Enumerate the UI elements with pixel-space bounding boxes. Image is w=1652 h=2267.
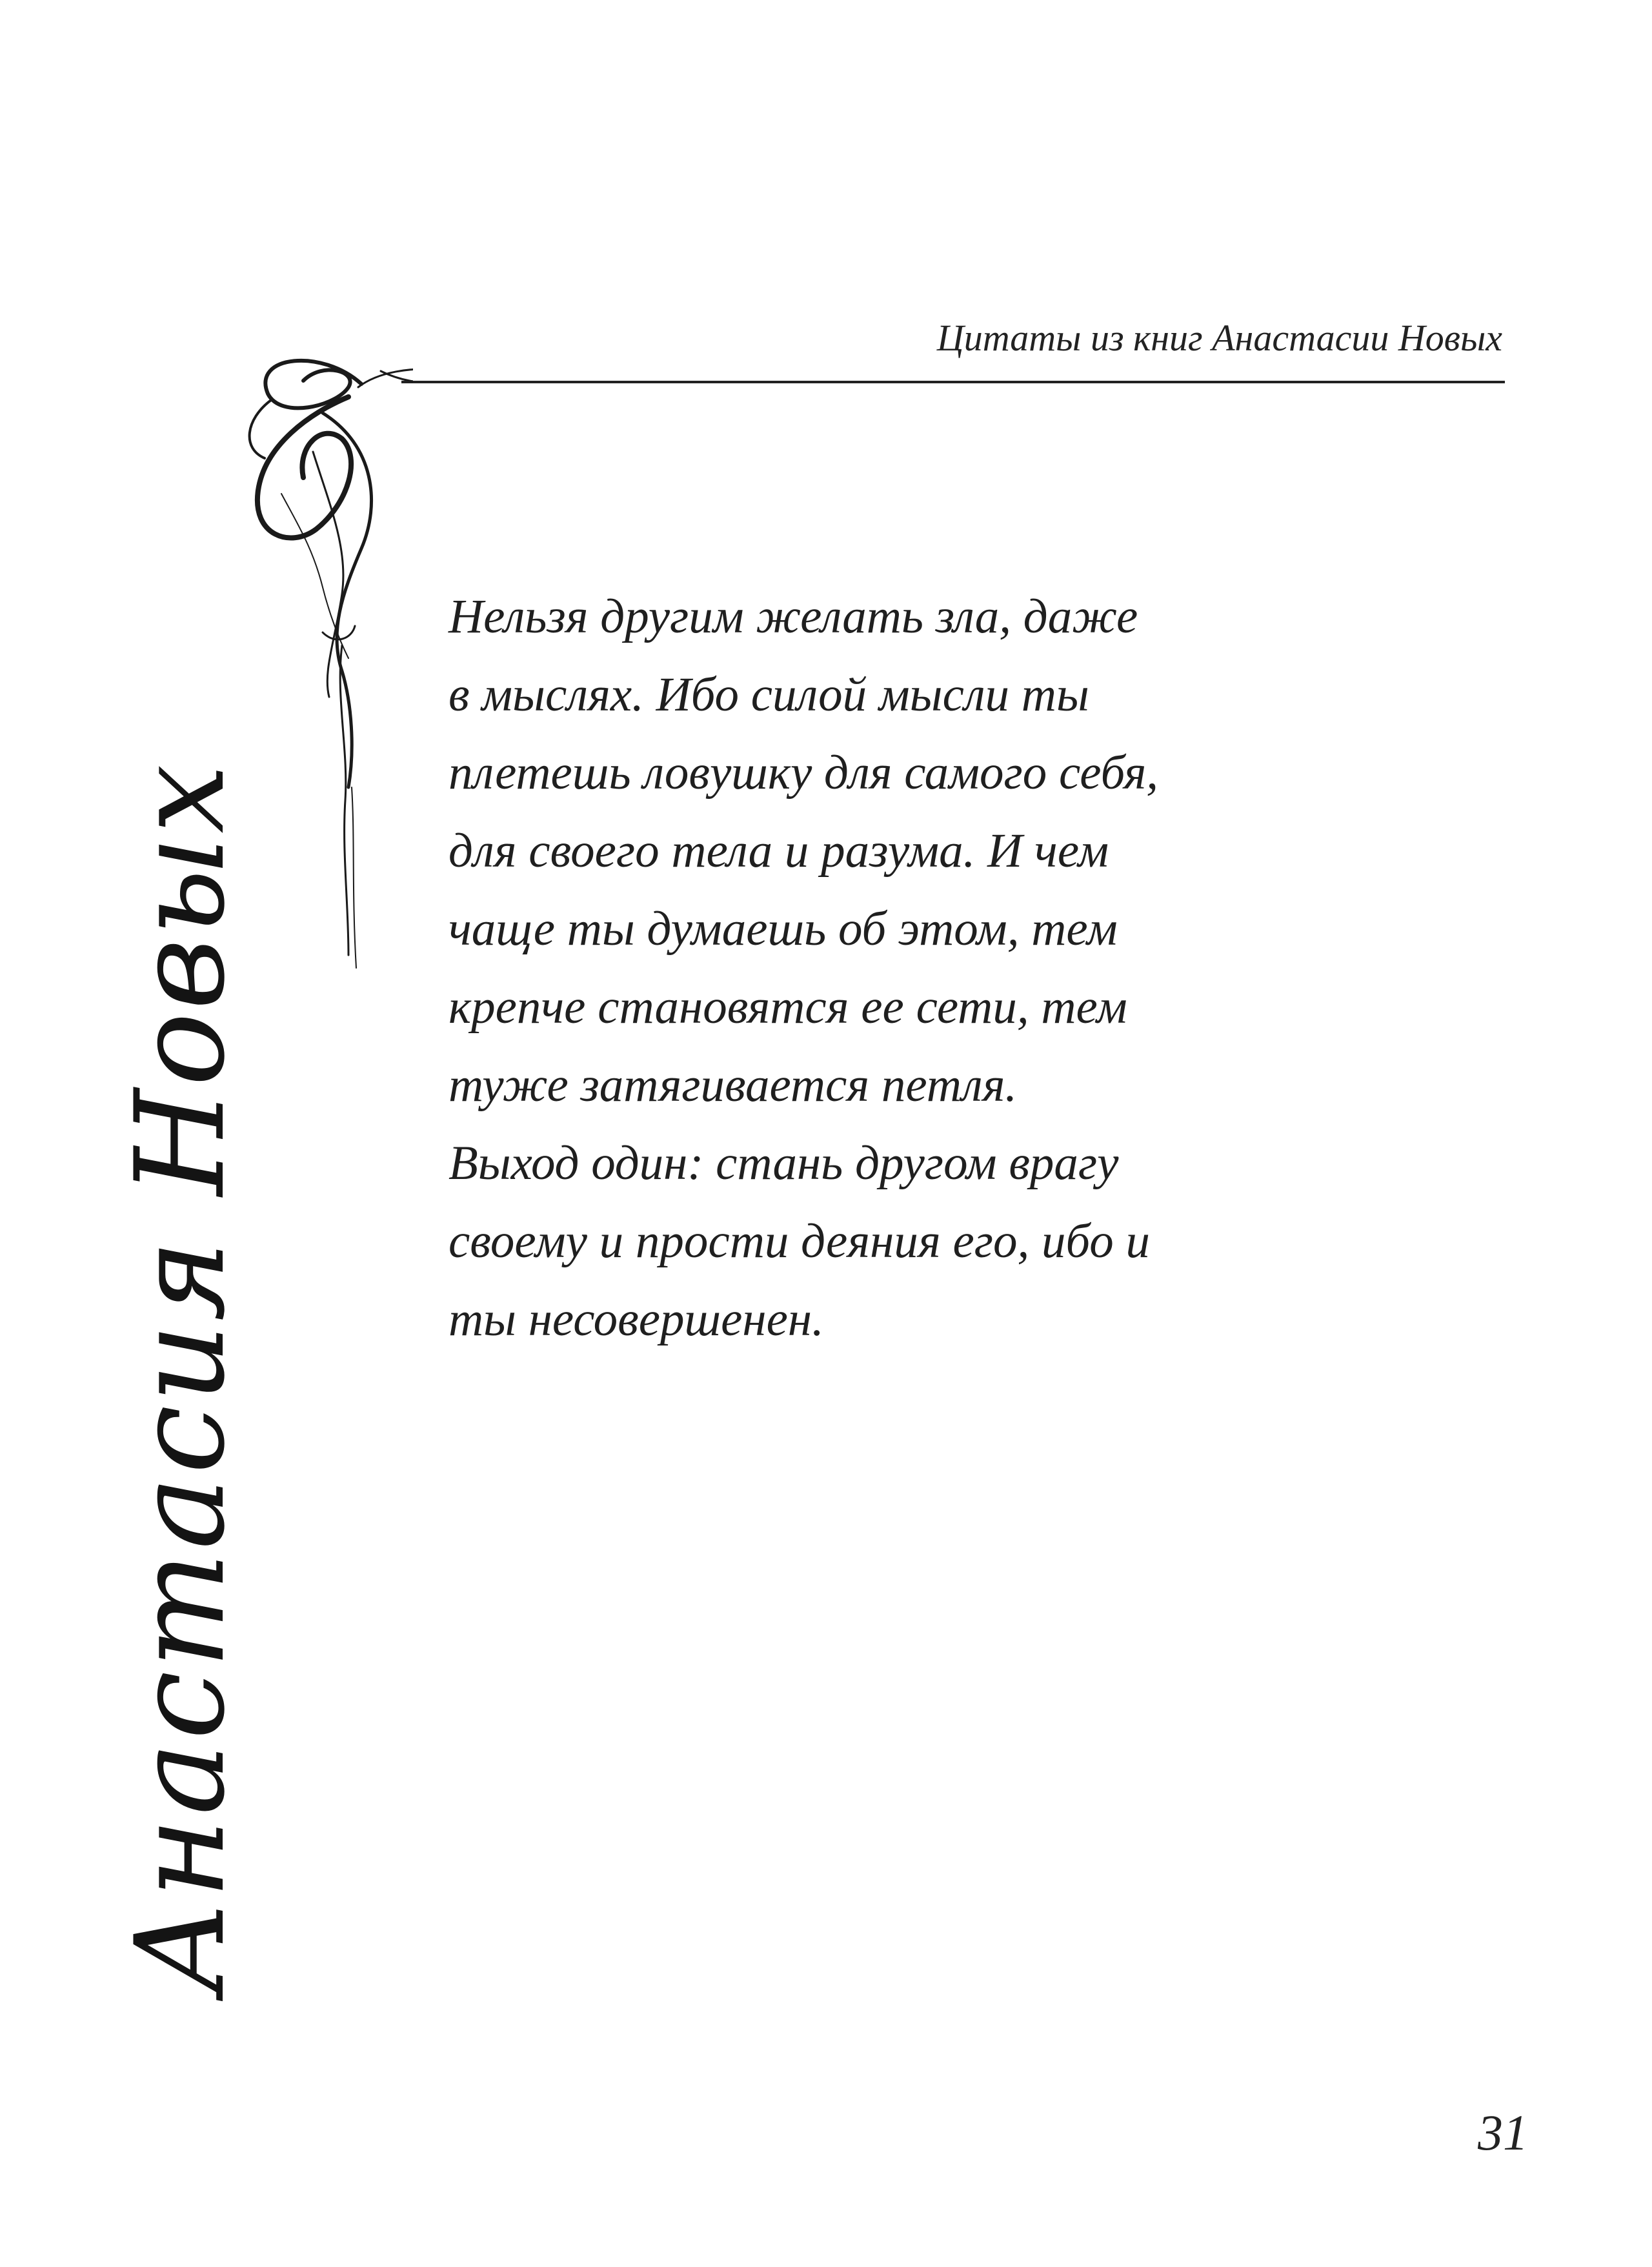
quote-line: в мыслях. Ибо силой мысли ты: [448, 668, 1089, 721]
author-name-vertical: Анастасия Новых: [109, 761, 252, 1994]
header-rule: [401, 381, 1505, 383]
quote-line: чаще ты думаешь об этом, тем: [448, 902, 1118, 956]
quote-line: ты несовершенен.: [448, 1293, 824, 1346]
running-header-title: Цитаты из книг Анастасии Новых: [936, 317, 1502, 359]
quote-line: своему и прости деяния его, ибо и: [448, 1214, 1150, 1268]
page-number: 31: [1478, 2104, 1528, 2161]
quote-line: крепче становятся ее сети, тем: [448, 980, 1127, 1034]
quote-text: [448, 578, 1287, 1358]
quote-line: для своего тела и разума. И чем: [448, 824, 1109, 878]
quote-line: плетешь ловушку для самого себя,: [448, 746, 1159, 800]
quote-line: туже затягивается петля.: [448, 1058, 1018, 1112]
quote-line: Выход один: стань другом врагу: [448, 1136, 1119, 1190]
quote-line: Нельзя другим желать зла, даже: [448, 590, 1138, 643]
